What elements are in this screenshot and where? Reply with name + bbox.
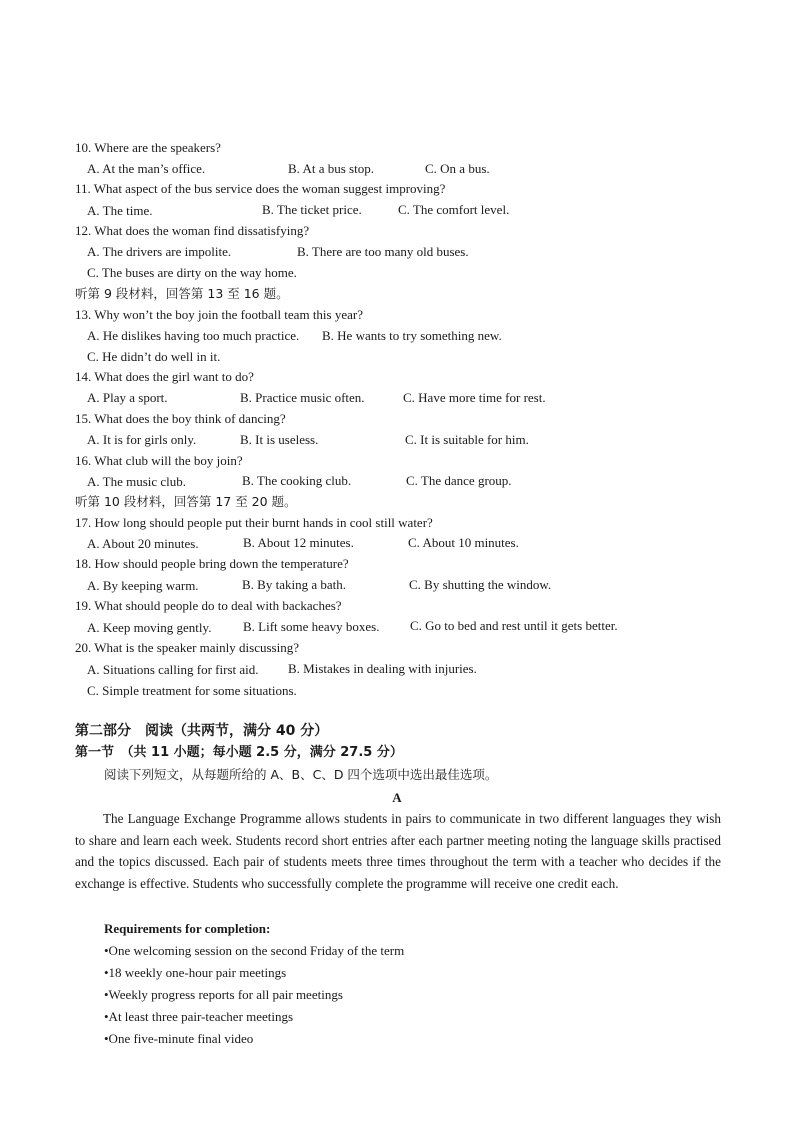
q11-option-a: A. The time. [87, 203, 153, 218]
q20-option-b: B. Mistakes in dealing with injuries. [288, 661, 477, 676]
question-18: 18. How should people bring down the temperature? [75, 556, 349, 571]
q14-option-a: A. Play a sport. [87, 390, 168, 405]
q13-option-a: A. He dislikes having too much practice. [87, 328, 300, 343]
requirement-item: •18 weekly one-hour pair meetings [104, 965, 287, 980]
question-19: 19. What should people do to deal with backaches? [75, 598, 342, 613]
q18-option-a: A. By keeping warm. [87, 578, 199, 593]
reading-instruction: 阅读下列短文，从每题所给的 A、B、C、D 四个选项中选出最佳选项。 [104, 767, 498, 782]
q10-option-c: C. On a bus. [425, 161, 490, 176]
q12-option-b: B. There are too many old buses. [297, 244, 469, 259]
question-20: 20. What is the speaker mainly discussing? [75, 640, 299, 655]
question-12: 12. What does the woman find dissatisfying? [75, 223, 310, 238]
requirement-item: •Weekly progress reports for all pair meetings [104, 987, 343, 1002]
q10-option-a: A. At the man’s office. [87, 161, 206, 176]
q10-option-b: B. At a bus stop. [288, 161, 374, 176]
q15-option-c: C. It is suitable for him. [405, 432, 529, 447]
section-one-title: 第一节 （共 11 小题；每小题 2.5 分，满分 27.5 分） [75, 745, 403, 760]
section-instruction-10: 听第 10 段材料，回答第 17 至 20 题。 [75, 494, 297, 509]
passage-label: A [392, 790, 402, 805]
q17-option-a: A. About 20 minutes. [87, 536, 199, 551]
q19-option-a: A. Keep moving gently. [87, 620, 212, 635]
requirements-title: Requirements for completion: [104, 921, 271, 936]
q13-option-c: C. He didn’t do well in it. [87, 349, 221, 364]
requirement-item: •One five-minute final video [104, 1031, 254, 1046]
q19-option-c: C. Go to bed and rest until it gets better. [410, 618, 618, 633]
question-10: 10. Where are the speakers? [75, 140, 221, 155]
question-17: 17. How long should people put their burnt hands in cool still water? [75, 515, 433, 530]
section-instruction-9: 听第 9 段材料，回答第 13 至 16 题。 [75, 286, 289, 301]
question-15: 15. What does the boy think of dancing? [75, 411, 286, 426]
q12-option-a: A. The drivers are impolite. [87, 244, 232, 259]
passage-paragraph: The Language Exchange Programme allows students in pairs to communicate in two different languages they wish to share and learn each week. Students record short entries after each partner meeting noting the language skills practised and the topics discussed. Each pair of students meets three times throughout the term with a teacher who decides if the exchange is effective. Students who successfully complete the programme will receive one credit each. [75, 811, 721, 891]
q16-option-b: B. The cooking club. [242, 473, 352, 488]
q13-option-b: B. He wants to try something new. [322, 328, 502, 343]
q15-option-a: A. It is for girls only. [87, 432, 197, 447]
q17-option-b: B. About 12 minutes. [243, 535, 354, 550]
q14-option-b: B. Practice music often. [240, 390, 365, 405]
part-two-title: 第二部分 阅读（共两节，满分 40 分） [75, 723, 329, 739]
requirement-item: •One welcoming session on the second Friday of the term [104, 943, 405, 958]
q12-option-c: C. The buses are dirty on the way home. [87, 265, 297, 280]
q20-option-c: C. Simple treatment for some situations. [87, 683, 297, 698]
question-13: 13. Why won’t the boy join the football team this year? [75, 307, 363, 322]
q11-option-c: C. The comfort level. [398, 202, 510, 217]
q18-option-c: C. By shutting the window. [409, 577, 552, 592]
q18-option-b: B. By taking a bath. [242, 577, 346, 592]
requirement-item: •At least three pair-teacher meetings [104, 1009, 294, 1024]
q20-option-a: A. Situations calling for first aid. [87, 662, 259, 677]
q17-option-c: C. About 10 minutes. [408, 535, 519, 550]
question-16: 16. What club will the boy join? [75, 453, 243, 468]
question-14: 14. What does the girl want to do? [75, 369, 254, 384]
q15-option-b: B. It is useless. [240, 432, 319, 447]
q14-option-c: C. Have more time for rest. [403, 390, 546, 405]
q11-option-b: B. The ticket price. [262, 202, 362, 217]
q19-option-b: B. Lift some heavy boxes. [243, 619, 380, 634]
question-11: 11. What aspect of the bus service does the woman suggest improving? [75, 181, 446, 196]
q16-option-c: C. The dance group. [406, 473, 512, 488]
q16-option-a: A. The music club. [87, 474, 187, 489]
